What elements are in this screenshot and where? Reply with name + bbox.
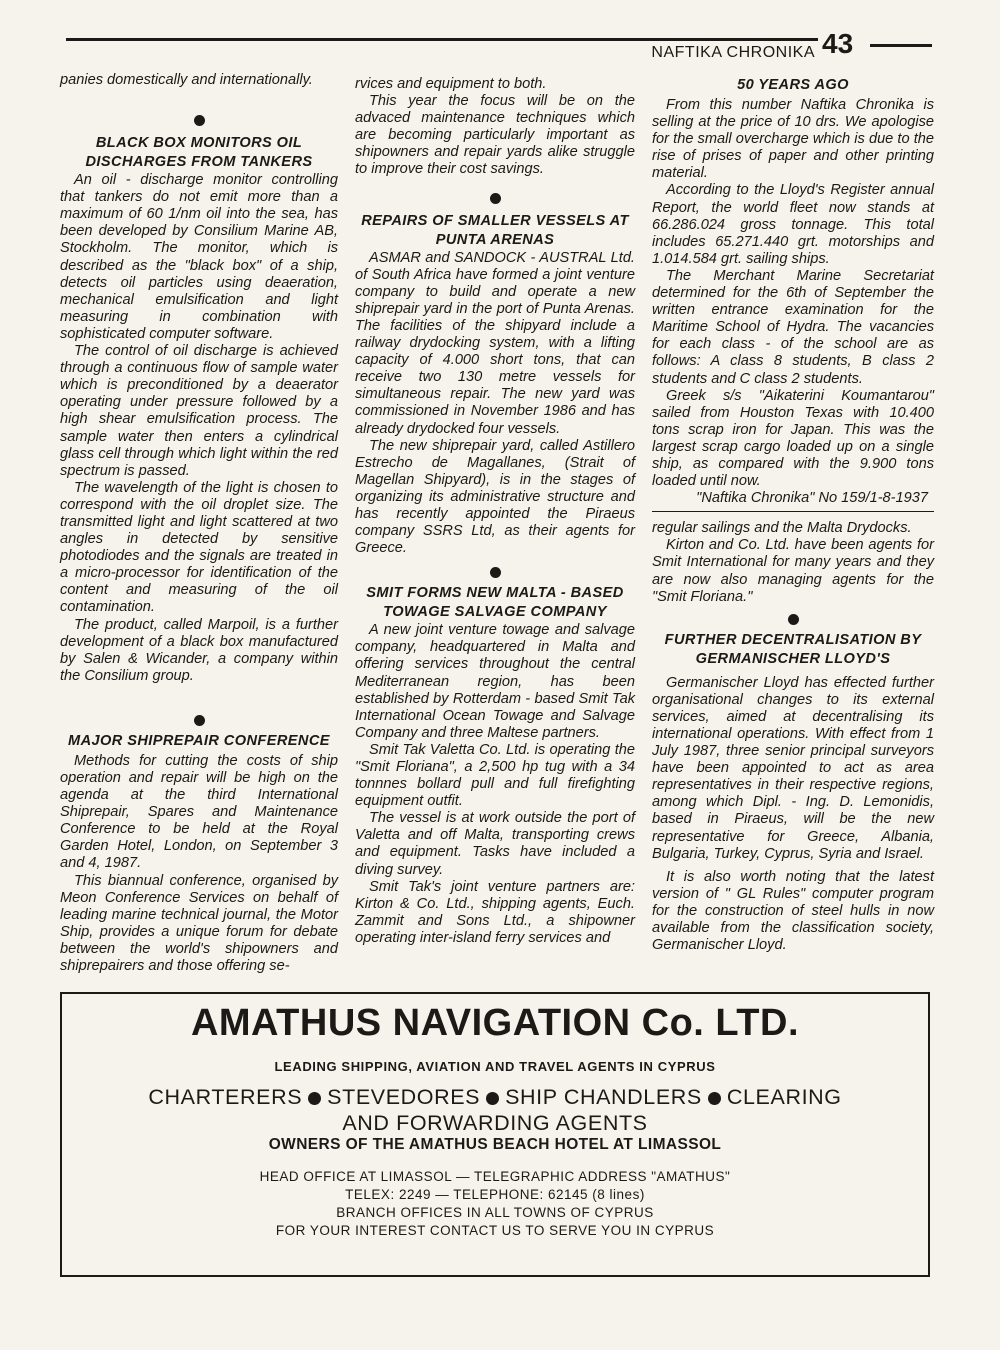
continued-paragraph: rvices and equipment to both.: [355, 76, 547, 92]
ad-contact-line: FOR YOUR INTEREST CONTACT US TO SERVE YOU IN CYPRUS: [275, 1223, 715, 1238]
bullet-icon: [486, 1092, 499, 1105]
running-title: NAFTIKA CHRONIKA: [651, 44, 815, 61]
paragraph: Smit Tak Valetta Co. Ltd. is operating the "Smit Floriana", a 2,500 hp tug with a 34 tonnnes bollard pull and full firefighting equipment outfit.: [355, 741, 635, 810]
ad-contact-line: TELEX: 2249 — TELEPHONE: 62145 (8 lines): [345, 1187, 645, 1202]
paragraph: Greek s/s "Aikaterini Koumantarou" sailed from Houston Texas with 10.400 tons scrap iron for Japan. This was the largest scrap cargo loaded up on a single ship, as compared with the 9.900 tons loaded until now.: [652, 387, 934, 490]
source-byline: "Naftika Chronika" No 159/1-8-1937: [696, 490, 928, 507]
article-title-50-years-ago: 50 YEARS AGO: [737, 77, 849, 93]
paragraph: Germanischer Lloyd has effected further organisational changes to its external services, aimed at decentralising its international operations. With effect from 1 July 1987, three senior principal surveyors have been appointed to act as area representatives in their respective regions, among which Dipl. - Ing. D. Lemonidis, based in Piraeus, will be the new representative for Greece, Albania, Bulgaria, Turkey, Cyprus, Syria and Israel.: [652, 674, 934, 862]
paragraph: The control of oil discharge is achieved through a continuous flow of sample water which is preconditioned by a deaerator operating under pressure followed by a high shear emulsification process. The sample water then enters a cylindrical glass cell through which light within the red spectrum is passed.: [60, 343, 338, 479]
paragraph: An oil - discharge monitor controlling that tankers do not emit more than a maximum of 60 1/nm oil into the sea, has been developed by Consilium Marine AB, Stockholm. The monitor, which is described as the "black box" of a ship, detects oil particles using deaeration, mechanical emulsification and light measuring in combination with sophisticated computer software.: [60, 172, 338, 342]
paragraph: A new joint venture towage and salvage company, headquartered in Malta and offering services throughout the central Mediterranean region, has been established by Rotterdam - based Smit Tak International Ocean Towage and Salvage Company and three Maltese partners.: [355, 622, 635, 741]
ad-service: STEVEDORES: [327, 1085, 481, 1109]
column-2: [355, 76, 635, 947]
paragraph: The vessel is at work outside the port of Valetta and off Malta, transporting crews and equipment. Tasks have included a diving survey.: [355, 810, 635, 878]
section-bullet: [788, 614, 799, 625]
header-rule-left: [66, 38, 818, 41]
ad-contact-block: [62, 1168, 928, 1240]
section-bullet: [490, 193, 501, 204]
ad-tagline: LEADING SHIPPING, AVIATION AND TRAVEL AGENTS IN CYPRUS: [274, 1059, 716, 1074]
bullet-icon: [708, 1092, 721, 1105]
continued-paragraph: regular sailings and the Malta Drydocks.: [652, 520, 912, 537]
bullet-icon: [308, 1092, 321, 1105]
section-bullet: [490, 567, 501, 578]
ad-service: CLEARING: [726, 1085, 842, 1109]
continued-paragraph: panies domestically and internationally.: [60, 72, 313, 88]
section-bullet: [194, 715, 205, 726]
article-title-germanischer-lloyd: FURTHER DECENTRALISATION BY GERMANISCHER LLOYD'S: [664, 631, 922, 667]
paragraph: This year the focus will be on the advaced maintenance techniques which are becoming particularly important as shipowners and repair yards alike struggle to improve their cost savings.: [355, 93, 635, 178]
paragraph: According to the Lloyd's Register annual Report, the world fleet now stands at 66.286.024 gross tonnage. This total includes 65.271.440 grt. motorships and 1.014.584 grt. sailing ships.: [652, 182, 934, 267]
paragraph: The Merchant Marine Secretariat determined for the 6th of September the written entrance examination for the Maritime School of Hydra. The vacancies for each class - of the school are as follows: A class 8 students, B class 2 students and C class 2 students.: [652, 267, 934, 387]
paragraph: Methods for cutting the costs of ship operation and repair will be high on the agenda at the third International Shiprepair, Spares and Maintenance Conference to be held at the Royal Garden Hotel, London, on September 3 and 4, 1987.: [60, 752, 338, 872]
header-rule-right: [870, 44, 932, 47]
column-3: [652, 76, 934, 954]
article-title-conference: MAJOR SHIPREPAIR CONFERENCE: [68, 732, 330, 749]
paragraph: It is also worth noting that the latest version of " GL Rules" computer program for the construction of steel hulls in now available from the classification society, Germanischer Lloyd.: [652, 868, 934, 954]
ad-service-line-2: AND FORWARDING AGENTS: [342, 1111, 648, 1135]
ad-contact-line: HEAD OFFICE AT LIMASSOL — TELEGRAPHIC ADDRESS "AMATHUS": [259, 1169, 731, 1184]
paragraph: This biannual conference, organised by Meon Conference Services on behalf of leading marine technical journal, the Motor Ship, provides a unique forum for debate between the world's shipowners and shiprepairers and those offering se-: [60, 872, 338, 975]
paragraph: ASMAR and SANDOCK - AUSTRAL Ltd. of South Africa have formed a joint venture company to build and operate a new shiprepair yard in the port of Punta Arenas. The facilities of the shipyard include a railway drydocking system, with a lifting capacity of 4.000 short tons, that can receive two 130 metre vessels for simultaneous repair. The new yard was commissioned in November 1986 and has already drydocked four vessels.: [355, 249, 635, 437]
article-title-black-box: BLACK BOX MONITORS OIL DISCHARGES FROM TANKERS: [85, 135, 313, 171]
paragraph: The wavelength of the light is chosen to correspond with the oil droplet size. The transmitted light and light scattered at two angles in detected by sensitive photodiodes and the signals are treated in a micro-processor for identification of the content and measuring of the oil contamination.: [60, 479, 338, 616]
paragraph: The new shiprepair yard, called Astillero Estrecho de Magallanes, (Strait of Magellan Shipyard), is in the stages of organizing its administrative structure and has recently appointed the Piraeus company SSRS Ltd, as their agents for Greece.: [355, 437, 635, 557]
advertisement-box: [60, 992, 930, 1277]
ad-contact-line: BRANCH OFFICES IN ALL TOWNS OF CYPRUS: [336, 1205, 654, 1220]
paragraph: The product, called Marpoil, is a further development of a black box manufactured by Salen & Wicander, a company within the Consilium group.: [60, 616, 338, 684]
ad-owners-line: OWNERS OF THE AMATHUS BEACH HOTEL AT LIMASSOL: [268, 1136, 722, 1153]
column-1: [60, 72, 338, 975]
ad-services: [62, 1084, 928, 1136]
ad-service: CHARTERERS: [148, 1085, 303, 1109]
paragraph: Smit Tak's joint venture partners are: Kirton & Co. Ltd., shipping agents, Euch. Zammit and Sons Ltd., a shipowner operating inter-island ferry services and: [355, 878, 635, 946]
ad-service: SHIP CHANDLERS: [505, 1085, 702, 1109]
article-title-smit-malta: SMIT FORMS NEW MALTA - BASED TOWAGE SALVAGE COMPANY: [366, 585, 624, 621]
section-bullet: [194, 115, 205, 126]
paragraph: Kirton and Co. Ltd. have been agents for Smit International for many years and they are now also managing agents for the "Smit Floriana.": [652, 537, 934, 605]
article-title-punta-arenas: REPAIRS OF SMALLER VESSELS AT PUNTA ARENAS: [361, 212, 629, 248]
ad-company-name: AMATHUS NAVIGATION Co. LTD.: [190, 1002, 800, 1044]
page-number: 43: [822, 28, 854, 59]
paragraph: From this number Naftika Chronika is selling at the price of 10 drs. We apologise for the small overcharge which is due to the rise of prises of paper and other printing material.: [652, 97, 934, 182]
